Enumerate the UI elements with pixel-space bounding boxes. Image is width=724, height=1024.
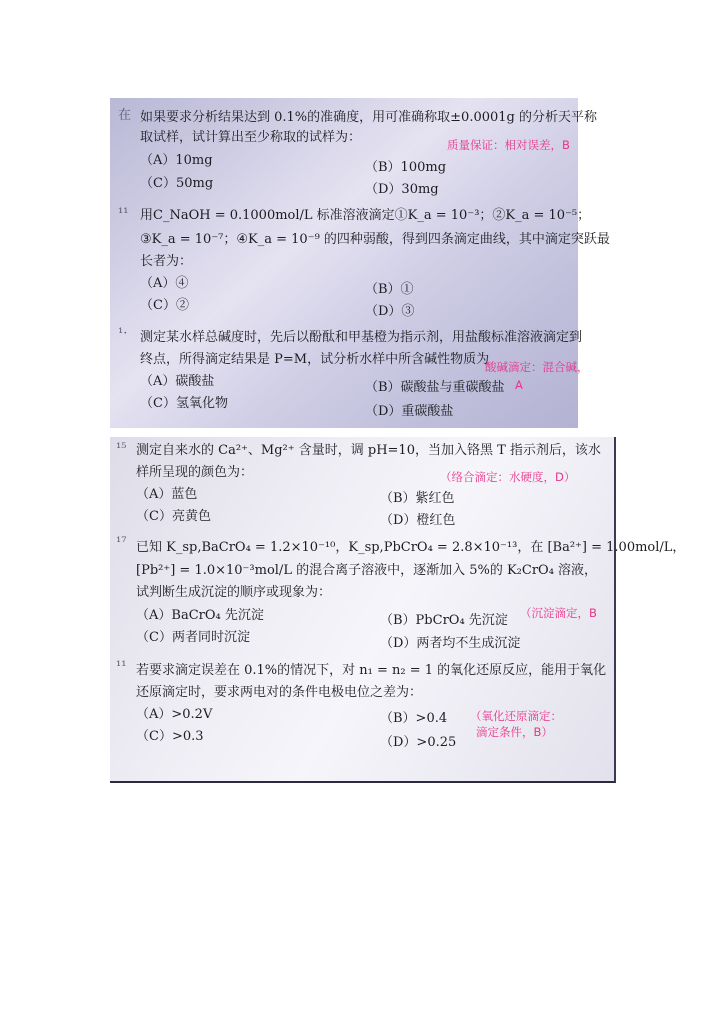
q5-line-1: 已知 K_sp,BaCrO₄ = 1.2×10⁻¹⁰，K_sp,PbCrO₄ = 2.8×10⁻¹³，在 [Ba²⁺] = 1.00mol/L，	[136, 540, 686, 555]
q2-line-2: ③K_a = 10⁻⁷；④K_a = 10⁻⁹ 的四种弱酸，得到四条滴定曲线，其中滴定突跃最	[140, 232, 610, 247]
q5-line-3: 试判断生成沉淀的顺序或现象为：	[136, 585, 332, 600]
scan-image-1	[110, 98, 610, 428]
q3-option-b: （B）碳酸盐与重碳酸盐	[365, 380, 505, 395]
q1-annotation: 质量保证：相对误差，B	[447, 138, 570, 152]
q1-option-a: （A）10mg	[140, 153, 213, 168]
scan-image-2	[110, 437, 686, 783]
q6-option-d: （D）>0.25	[380, 735, 457, 750]
q2-option-c: （C）②	[140, 298, 189, 313]
q1-option-c: （C）50mg	[140, 176, 214, 191]
q4-option-d: （D）橙红色	[380, 513, 456, 528]
q3-line-2: 终点，所得滴定结果是 P=M，试分析水样中所含碱性物质为	[140, 352, 490, 367]
q4-line-1: 测定自来水的 Ca²⁺、Mg²⁺ 含量时，调 pH=10，当加入铬黑 T 指示剂后，该水	[136, 443, 601, 458]
q5-option-d: （D）两者均不生成沉淀	[380, 636, 521, 651]
question-number: ¹⁵	[116, 441, 127, 456]
q2-option-d: （D）③	[365, 304, 415, 319]
q2-option-a: （A）④	[140, 276, 189, 291]
q1-option-d: （D）30mg	[365, 182, 439, 197]
q6-option-c: （C）>0.3	[136, 729, 204, 744]
q4-option-c: （C）亮黄色	[136, 509, 211, 524]
q5-option-c: （C）两者同时沉淀	[136, 630, 250, 645]
q4-option-b: （B）紫红色	[380, 491, 455, 506]
q6-option-a: （A）>0.2V	[136, 707, 213, 722]
q4-option-a: （A）蓝色	[136, 487, 198, 502]
q3-annotation-answer: A	[515, 378, 523, 392]
q2-option-b: （B）①	[365, 282, 414, 297]
q1-line-2: 取试样，试计算出至少称取的试样为：	[140, 130, 362, 145]
q6-option-b: （B）>0.4	[380, 711, 448, 726]
question-number: 在	[118, 108, 132, 123]
question-number: ¹¹	[116, 659, 127, 674]
q3-annotation: 酸碱滴定：混合碱，	[485, 360, 589, 374]
q3-line-1: 测定某水样总碱度时，先后以酚酞和甲基橙为指示剂，用盐酸标准溶液滴定到	[140, 330, 583, 345]
q3-option-a: （A）碳酸盐	[140, 374, 215, 389]
q6-annotation: （氧化还原滴定：	[470, 709, 562, 723]
q3-option-c: （C）氢氧化物	[140, 396, 228, 411]
q2-line-1: 用C_NaOH = 0.1000mol/L 标准溶液滴定①K_a = 10⁻³；②K_a = 10⁻⁵；	[140, 208, 591, 223]
question-number: ¹⁷	[116, 535, 127, 550]
q6-line-2: 还原滴定时，要求两电对的条件电极电位之差为：	[136, 685, 423, 700]
q5-line-2: [Pb²⁺] = 1.0×10⁻³mol/L 的混合离子溶液中，逐渐加入 5%的 K₂CrO₄ 溶液，	[136, 563, 598, 578]
q1-option-b: （B）100mg	[365, 160, 447, 175]
q5-option-b: （B）PbCrO₄ 先沉淀	[380, 613, 508, 628]
question-number: ¹¹	[118, 206, 129, 221]
q2-line-3: 长者为：	[140, 254, 193, 269]
q5-option-a: （A）BaCrO₄ 先沉淀	[136, 608, 264, 623]
q6-line-1: 若要求滴定误差在 0.1%的情况下，对 n₁ = n₂ = 1 的氧化还原反应，能用于氧化	[136, 663, 607, 678]
q3-option-d: （D）重碳酸盐	[365, 404, 454, 419]
q4-line-2: 样所呈现的颜色为：	[136, 465, 254, 480]
q1-line-1: 如果要求分析结果达到 0.1%的准确度，用可准确称取±0.0001g 的分析天平称	[140, 110, 597, 125]
q6-annotation-answer: 滴定条件，B）	[476, 725, 553, 739]
question-number: ¹·	[118, 326, 128, 341]
q4-annotation: （络合滴定：水硬度，D）	[440, 470, 576, 484]
q5-annotation: （沉淀滴定，B	[520, 606, 597, 620]
